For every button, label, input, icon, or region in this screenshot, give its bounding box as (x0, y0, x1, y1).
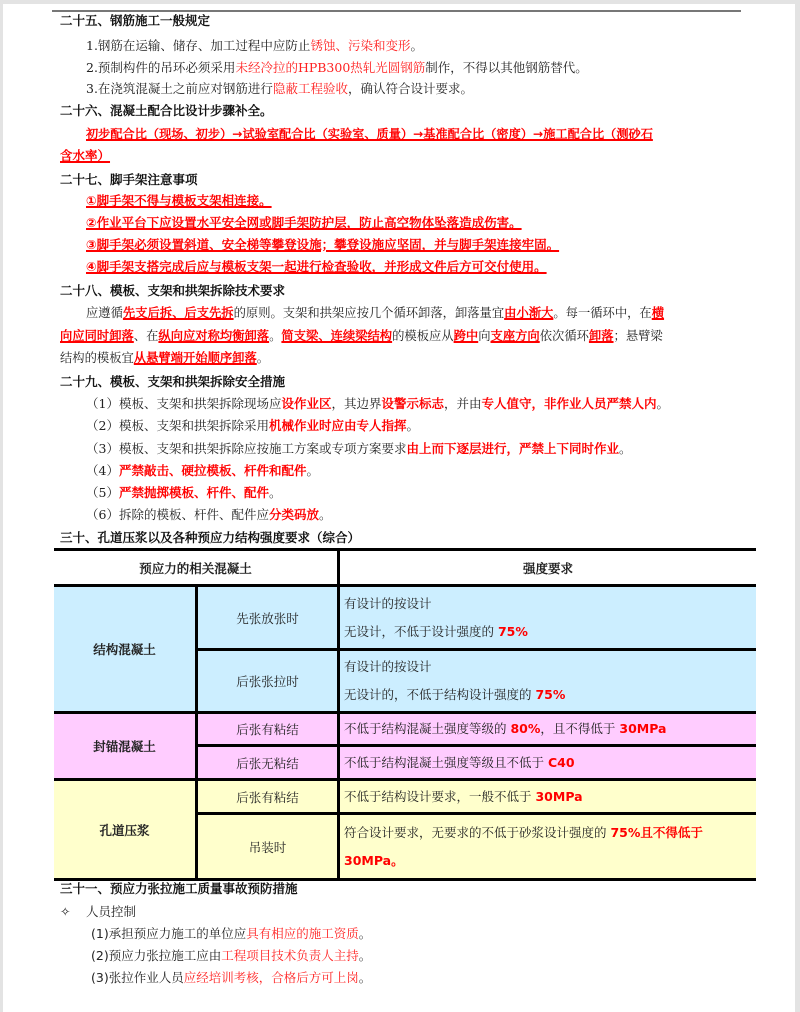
text: 。 (358, 948, 372, 963)
s27-item-1: ①脚手架不得与模板支架相连接。 (86, 193, 272, 208)
table-header-requirement: 强度要求 (522, 560, 573, 576)
text: （4） (86, 463, 119, 478)
text: 。 (268, 485, 282, 500)
req-grout-bonded (340, 781, 756, 812)
table-border (195, 648, 756, 651)
highlight: 设警示标志 (381, 396, 445, 411)
text: ，其边界 (331, 396, 382, 411)
text: (1)承担预应力施工的单位应 (91, 926, 247, 941)
req-unbonded (340, 747, 756, 778)
table-border (54, 711, 756, 714)
value: 75%且不得低于 (610, 824, 703, 840)
s29-item-1 (86, 395, 669, 413)
highlight: 设作业区 (281, 396, 332, 411)
text: ，且不得低于 (540, 721, 620, 736)
highlight: 锈蚀、污染和变形 (310, 38, 411, 53)
section-28-title: 二十八、模板、支架和拱架拆除技术要求 (60, 283, 286, 298)
text: (3)张拉作业人员 (91, 970, 184, 985)
s29-item-2 (86, 417, 419, 435)
s31-subheading (60, 903, 136, 921)
text: 。 (618, 441, 632, 456)
highlight: 未经冷拉的HPB300热轧光圆钢筋 (235, 60, 426, 75)
text: 、在 (133, 329, 159, 343)
s28-para-line-1 (86, 304, 664, 322)
s26-line-1: 初步配合比（现场、初步）→试验室配合比（实验室、质量）→基准配合比（密度）→施工配合比（测砂石 (86, 127, 653, 141)
text: 。 (256, 351, 270, 365)
text: 1.钢筋在运输、储存、加工过程中应防止 (86, 38, 311, 53)
text: ，并由 (444, 396, 482, 411)
sub-bonded: 后张有粘结 (198, 714, 337, 744)
value: 30MPa (535, 788, 583, 804)
text: 的模板应从 (392, 329, 454, 343)
highlight: 应经培训考核，合格后方可上岗 (183, 970, 359, 985)
strength-table (54, 548, 756, 878)
group-duct-grouting: 孔道压浆 (54, 781, 195, 878)
highlight: 简支梁、连续梁结构 (281, 329, 393, 343)
s27-item-2: ②作业平台下应设置水平安全网或脚手架防护层，防止高空物体坠落造成伤害。 (86, 215, 522, 230)
section-26-title: 二十六、混凝土配合比设计步骤补全。 (60, 103, 273, 118)
text: 2.预制构件的吊环必须采用 (86, 60, 236, 75)
s28-para-line-3 (60, 349, 269, 367)
value: 75% (535, 687, 566, 702)
text: 。 (406, 418, 419, 433)
s25-item-1 (86, 37, 423, 55)
group-structural-concrete: 结构混凝土 (54, 587, 195, 711)
s25-item-3 (86, 80, 473, 98)
req-line (344, 819, 703, 847)
highlight: 具有相应的施工资质 (246, 926, 359, 941)
sub-lifting: 吊装时 (198, 815, 337, 878)
req-line (344, 618, 528, 646)
highlight: 专人值守，非作业人员严禁人内 (481, 396, 657, 411)
text: 不低于结构混凝土强度等级且不低于 (344, 754, 548, 770)
highlight: 隐蔽工程验收 (272, 81, 348, 96)
s31-item-2 (91, 947, 371, 965)
text: 。 (306, 463, 319, 478)
section-29-title: 二十九、模板、支架和拱架拆除安全措施 (60, 374, 286, 389)
text: 无设计的，不低于结构设计强度的 (344, 687, 536, 702)
highlight: 卸落 (588, 329, 614, 343)
text: 制作，不得以其他钢筋替代。 (425, 60, 588, 75)
text: 。 (410, 38, 423, 53)
highlight: 横 (651, 306, 665, 320)
text: 不低于结构混凝土强度等级的 (344, 721, 511, 736)
diamond-star-icon: ✧ (60, 904, 71, 919)
text: 应遵循 (86, 306, 123, 320)
s29-item-3 (86, 440, 632, 458)
highlight: 由小渐大 (504, 306, 554, 320)
req-line (344, 715, 667, 743)
section-30-title: 三十、孔道压浆以及各种预应力结构强度要求（综合） (60, 530, 361, 545)
s26-line-2: 含水率） (60, 148, 111, 163)
req-line (344, 783, 583, 811)
table-border (195, 744, 756, 747)
text: 有设计的按设计 (344, 595, 432, 611)
text: （1）模板、支架和拱架拆除现场应 (86, 396, 282, 411)
text: (2)预应力张拉施工应由 (91, 948, 222, 963)
text: 结构的模板宜 (60, 351, 134, 365)
req-posttension-tensioning (340, 651, 756, 711)
sub-posttension-tensioning: 后张张拉时 (198, 651, 337, 711)
req-line (344, 681, 565, 709)
highlight: 严禁敲击、硬拉模板、杆件和配件 (118, 463, 307, 478)
s29-item-5 (86, 484, 281, 502)
s29-item-6 (86, 506, 332, 524)
table-border (337, 548, 340, 881)
s29-item-4 (86, 462, 319, 480)
text: 3.在浇筑混凝土之前应对钢筋进行 (86, 81, 273, 96)
text: 。 (318, 507, 332, 522)
section-25-title: 二十五、钢筋施工一般规定 (60, 13, 211, 28)
table-border (54, 778, 756, 781)
document-page (3, 4, 795, 1012)
text: （3）模板、支架和拱架拆除应按施工方案或专项方案要求 (86, 441, 407, 456)
text: （6）拆除的模板、杆件、配件应 (86, 507, 269, 522)
text: 符合设计要求，无要求的不低于砂浆设计强度的 (344, 824, 611, 840)
text: 。 (358, 970, 372, 985)
highlight: 机械作业时应由专人指挥 (268, 418, 407, 433)
highlight: 从悬臂端开始顺序卸落 (133, 351, 257, 365)
text: 无设计，不低于设计强度的 (344, 623, 498, 639)
text: 。每一循环中，在 (553, 306, 652, 320)
text: （2）模板、支架和拱架拆除采用 (86, 418, 269, 433)
group-anchor-seal-concrete: 封锚混凝土 (54, 714, 195, 778)
s31-item-1 (91, 925, 371, 943)
sub-unbonded: 后张无粘结 (198, 747, 337, 778)
value: 30MPa (619, 721, 667, 736)
text: 不低于结构设计要求，一般不低于 (344, 788, 536, 804)
highlight: 由上而下逐层进行，严禁上下同时作业 (406, 441, 619, 456)
value: 30MPa。 (344, 852, 404, 868)
req-line (344, 749, 575, 777)
text: 的原则。支架和拱架应按几个循环卸落，卸落量宜 (233, 306, 505, 320)
text: 人员控制 (86, 904, 137, 919)
s27-item-4: ④脚手架支搭完成后应与模板支架一起进行检查验收，并形成文件后方可交付使用。 (86, 259, 547, 274)
section-27-title: 二十七、脚手架注意事项 (60, 172, 198, 187)
value: 80% (510, 721, 541, 736)
highlight: 向应同时卸落 (60, 329, 134, 343)
highlight: 跨中 (453, 329, 479, 343)
highlight: 支座方向 (490, 329, 540, 343)
value: C40 (547, 754, 575, 770)
sub-pretension-release: 先张放张时 (198, 587, 337, 648)
req-bonded (340, 714, 756, 744)
text: 。 (656, 396, 670, 411)
section-31-title: 三十一、预应力张拉施工质量事故预防措施 (60, 881, 298, 896)
text: ；悬臂梁 (613, 329, 663, 343)
s27-item-3: ③脚手架必须设置斜道、安全梯等攀登设施；攀登设施应坚固，并与脚手架连接牢固。 (86, 237, 560, 252)
highlight: 严禁抛掷模板、杆件、配件 (118, 485, 269, 500)
text: 向 (478, 329, 491, 343)
sub-grout-bonded: 后张有粘结 (198, 781, 337, 812)
text: ，确认符合设计要求。 (347, 81, 473, 96)
highlight: 纵向应对称均衡卸落 (158, 329, 270, 343)
highlight: 先支后拆、后支先拆 (122, 306, 234, 320)
text: （5） (86, 485, 119, 500)
text: 有设计的按设计 (344, 659, 432, 674)
highlight: 分类码放 (268, 507, 319, 522)
text: 。 (269, 329, 282, 343)
table-border (54, 584, 756, 587)
highlight: 工程项目技术负责人主持 (221, 948, 359, 963)
table-border (195, 812, 756, 815)
s25-item-2 (86, 59, 588, 77)
table-header-concrete: 预应力的相关混凝土 (139, 560, 252, 576)
text: 依次循环 (539, 329, 589, 343)
req-pretension-release (340, 587, 756, 648)
table-border (195, 584, 198, 881)
s28-para-line-2 (60, 327, 663, 345)
table-border (54, 548, 756, 551)
text: 。 (358, 926, 372, 941)
req-lifting (340, 815, 756, 878)
s31-item-3 (91, 969, 371, 987)
value: 75% (497, 623, 528, 639)
